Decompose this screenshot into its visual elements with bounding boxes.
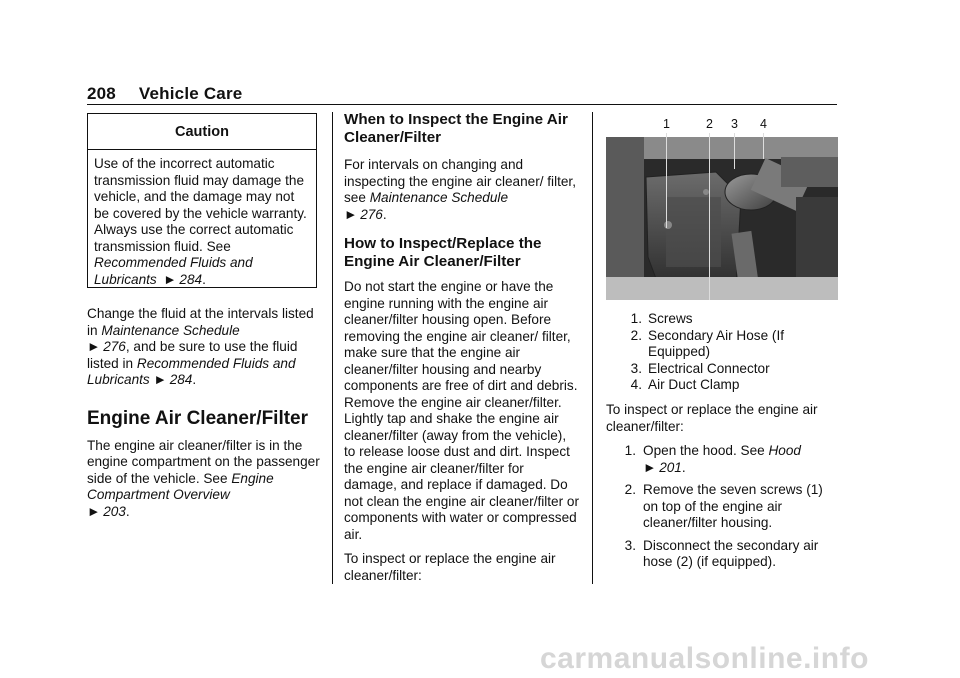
column-divider-2 [592,112,593,584]
legend-item [617,311,842,328]
legend-item [617,361,842,378]
page-header [87,84,242,104]
para-text: , and be sure to use the fluid listed in [87,339,298,371]
when-paragraph: For intervals on changing and inspecting the engine air cleaner/ filter, see Maintenance Schedule ► 276. [344,157,576,222]
page-ref[interactable]: 203 [103,503,126,519]
callout-3: 3 [731,117,738,131]
legend-number: 4. [630,377,642,392]
step-item [606,482,838,532]
caution-title: Caution [88,114,316,150]
caution-link[interactable]: Recommended Fluids and Lubricants [94,255,253,287]
legend-text: Secondary Air Hose (If Equipped) [648,327,784,359]
legend-item [617,377,842,394]
page-ref[interactable]: 276 [360,206,383,222]
column-divider-1 [332,112,333,584]
legend-text: Air Duct Clamp [648,377,740,392]
step-number: 3. [624,537,636,553]
page-ref-icon: ► [87,503,104,519]
legend-text: Screws [648,311,693,326]
caution-page[interactable]: 284 [179,271,203,287]
page-ref-icon: ► [344,206,361,222]
step-number: 2. [624,482,636,497]
section-heading: Engine Air Cleaner/Filter [87,407,309,429]
engine-compartment-link[interactable]: Engine Compartment Overview [87,470,274,502]
leader-line-3 [734,133,735,169]
location-paragraph: The engine air cleaner/filter is in the engine compartment on the passenger side of the vehicle. See Engine Compartment Overview ► 203. [87,437,320,519]
fluid-interval-paragraph: Change the fluid at the intervals listed in Maintenance Schedule ► 276, and be sure to use the fluid listed in Recommended Fluids and Lubricants ► 284. [87,306,314,387]
recommended-fluids-link[interactable]: Recommended Fluids and Lubricants [87,355,296,387]
legend-number: 1. [630,311,642,326]
callout-overlay [606,115,838,305]
para-text: Change the fluid at the intervals listed in [87,306,314,338]
page-ref-icon: ► [160,271,180,287]
para-text: For intervals on changing and inspecting the engine air cleaner/ filter, see [344,157,576,205]
page-ref-icon: ► [87,339,104,354]
caution-body: Use of the incorrect automatic transmission fluid may damage the vehicle, and the damage may not be covered by the vehicle warranty. Always use the correct automatic transmission fluid. See Recommended Fluids and Lubricants ► 284. [94,156,307,287]
callout-2: 2 [706,117,713,131]
step-number: 1. [624,443,636,458]
procedure-steps [606,443,838,571]
watermark: carmanualsonline.info [540,642,869,675]
caution-box [87,113,317,288]
leader-line-1 [666,133,667,228]
left-column [87,306,323,520]
legend-number: 2. [630,327,642,343]
how-heading: How to Inspect/Replace the Engine Air Cleaner/Filter [344,235,542,270]
step-text: Disconnect the secondary air hose (2) (if equipped). [643,537,819,569]
para-text: The engine air cleaner/filter is in the engine compartment on the passenger side of the vehicle. See [87,437,320,486]
right-intro: To inspect or replace the engine air cleaner/filter: [606,402,818,434]
header-rule [87,104,837,105]
maintenance-schedule-link[interactable]: Maintenance Schedule [369,190,509,205]
section-title: Vehicle Care [138,84,243,103]
legend-number: 3. [630,360,642,376]
how-paragraph: Do not start the engine or have the engine running with the engine air cleaner/filter housing open. Before removing the engine air cleaner/ filter, make sure that the engine air cleaner/filter housing and nearby components are free of dirt and debris. Remove the engine air cleaner/filter. Lightly tap and shake the engine air cleaner/filter (away from the vehicle), to release loose dust and dirt. Inspect the engine air cleaner/filter for damage, and replace if damaged. Do not clean the engine air cleaner/filter or components with water or compressed air. [344,279,580,542]
hood-link[interactable]: Hood [768,443,801,458]
middle-column [344,111,580,584]
caution-text: Use of the incorrect automatic transmission fluid may damage the vehicle, and the damage may not be covered by the vehicle warranty. Always use the correct automatic transmission fluid. See [94,156,307,254]
page-ref[interactable]: 276 [103,339,126,354]
leader-line-4 [763,133,764,159]
step-text: Remove the seven screws (1) on top of the engine air cleaner/filter housing. [643,482,823,530]
step-label: Open the hood. See [643,443,765,458]
page-ref[interactable]: 284 [169,372,193,387]
right-column-text [606,402,838,577]
maintenance-schedule-link[interactable]: Maintenance Schedule [101,322,240,338]
leader-line-2 [709,133,710,300]
page-ref[interactable]: 201 [659,459,682,475]
step-item [606,443,838,476]
legend-text: Electrical Connector [648,360,770,376]
when-heading: When to Inspect the Engine Air Cleaner/Filter [344,111,568,146]
page-number: 208 [87,84,116,103]
step-text: Open the hood. See Hood ► 201. [643,443,801,475]
callout-4: 4 [760,117,767,131]
legend-item [617,328,842,361]
callout-legend [617,311,842,394]
step-item [606,538,838,571]
inspect-intro: To inspect or replace the engine air cleaner/filter: [344,551,556,583]
page-ref-icon: ► [643,459,660,475]
page-ref-icon: ► [153,372,170,387]
callout-1: 1 [663,117,670,131]
